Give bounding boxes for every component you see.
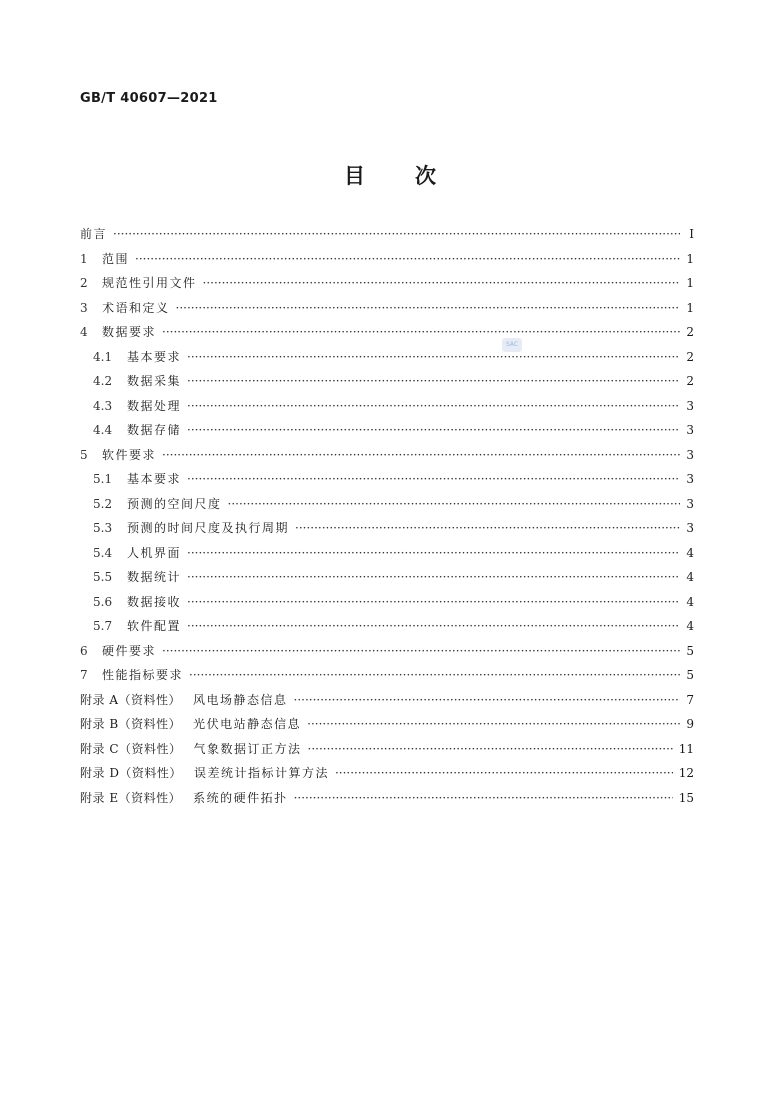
toc-entry-label: 范围 [102,251,130,266]
toc-leader-dots [187,399,680,413]
toc-entry-page: Ⅰ [689,227,694,241]
toc-entry[interactable] [80,348,694,373]
toc-entry-page: 3 [686,472,694,486]
toc-appendix-page: 11 [678,741,694,756]
toc-entry-label: 术语和定义 [102,300,170,315]
toc-entry-label: 人机界面 [127,545,182,560]
table-of-contents [80,225,694,813]
toc-entry[interactable] [80,225,694,250]
toc-leader-dots [113,227,680,241]
toc-appendix-page: 7 [686,692,694,707]
toc-entry[interactable] [80,470,694,495]
toc-appendix-entry[interactable] [80,740,694,765]
toc-appendix-prefix: 附录 E（资料性） [80,790,182,805]
toc-leader-dots [294,791,673,805]
toc-entry-label: 数据接收 [127,594,182,609]
toc-entry-page: 5 [686,668,694,682]
toc-entry-label: 预测的空间尺度 [127,496,222,511]
toc-leader-dots [335,766,673,780]
toc-entry-number: 5.4 [93,545,113,560]
toc-entry-page: 4 [686,570,694,584]
toc-appendix-entry[interactable] [80,715,694,740]
toc-entry[interactable] [80,274,694,299]
toc-leader-dots [187,472,680,486]
toc-entry-number: 7 [80,668,88,682]
toc-entry-page: 1 [686,300,694,315]
toc-entry-label: 硬件要求 [102,643,157,658]
toc-entry-number: 5.2 [93,496,113,511]
toc-entry-page: 3 [686,496,694,511]
toc-entry[interactable] [80,421,694,446]
toc-leader-dots [162,325,680,339]
toc-entry-label: 前言 [80,227,108,241]
toc-leader-dots [187,619,680,633]
toc-appendix-page: 15 [678,790,694,805]
toc-entry-number: 5.7 [93,619,113,633]
toc-appendix-entry[interactable] [80,691,694,716]
toc-entry-number: 3 [80,300,88,315]
toc-entry-label: 数据处理 [127,398,182,413]
toc-entry-number: 4.1 [93,349,113,364]
toc-leader-dots [294,693,681,707]
title-char-2: 次 [415,164,438,188]
toc-entry-label: 性能指标要求 [102,668,184,682]
toc-entry-number: 5.1 [93,472,113,486]
toc-leader-dots [135,252,680,266]
toc-appendix-prefix: 附录 A（资料性） [80,692,181,707]
toc-entry-label: 数据统计 [127,570,182,584]
toc-appendix-page: 12 [678,766,694,780]
toc-entry-number: 5.6 [93,594,113,609]
toc-appendix-entry[interactable] [80,764,694,789]
toc-appendix-label: 风电场静态信息 [192,692,288,707]
toc-entry[interactable] [80,299,694,324]
toc-leader-dots [187,595,680,609]
toc-entry[interactable] [80,544,694,569]
toc-entry-number: 4.2 [93,374,113,388]
toc-entry-number: 4.4 [93,423,113,437]
toc-entry-page: 4 [686,619,694,633]
toc-leader-dots [187,546,680,560]
toc-entry[interactable] [80,323,694,348]
toc-appendix-page: 9 [686,717,694,731]
toc-entry[interactable] [80,519,694,544]
toc-entry-number: 2 [80,276,88,290]
toc-leader-dots [308,742,673,756]
toc-entry[interactable] [80,642,694,667]
toc-entry-label: 软件要求 [102,447,157,462]
toc-leader-dots [307,717,680,731]
toc-leader-dots [162,448,680,462]
toc-entry-number: 5.3 [93,521,113,535]
toc-entry-page: 5 [686,643,694,658]
toc-appendix-label: 气象数据订正方法 [193,741,302,756]
toc-appendix-label: 系统的硬件拓扑 [193,790,288,805]
toc-leader-dots [187,570,680,584]
toc-entry-number: 5.5 [93,570,113,584]
toc-appendix-prefix: 附录 B（资料性） [80,717,182,731]
toc-leader-dots [228,497,680,511]
toc-appendix-label: 误差统计指标计算方法 [193,766,329,780]
toc-appendix-prefix: 附录 C（资料性） [80,741,182,756]
toc-leader-dots [203,276,680,290]
standard-code: GB/T 40607—2021 [80,91,218,106]
toc-leader-dots [187,374,680,388]
toc-appendix-prefix: 附录 D（资料性） [80,766,182,780]
page-title [0,160,782,190]
toc-entry[interactable] [80,372,694,397]
toc-entry-page: 3 [686,423,694,437]
toc-entry[interactable] [80,446,694,471]
toc-entry-page: 2 [686,374,694,388]
toc-entry[interactable] [80,593,694,618]
toc-leader-dots [189,668,680,682]
toc-entry[interactable] [80,666,694,691]
toc-entry-number: 6 [80,643,88,658]
toc-leader-dots [176,301,680,315]
toc-entry-label: 软件配置 [127,619,182,633]
toc-entry[interactable] [80,250,694,275]
toc-entry-page: 1 [686,251,694,266]
toc-entry-label: 规范性引用文件 [102,276,197,290]
toc-entry-label: 基本要求 [127,472,182,486]
toc-entry-number: 4.3 [93,398,113,413]
toc-entry-page: 1 [686,276,694,290]
toc-entry-page: 2 [686,349,694,364]
toc-entry-number: 5 [80,447,88,462]
toc-entry-label: 预测的时间尺度及执行周期 [127,521,290,535]
toc-entry-label: 数据采集 [127,374,182,388]
toc-entry-page: 4 [686,545,694,560]
toc-entry-page: 3 [686,398,694,413]
toc-entry-label: 数据存储 [127,423,182,437]
toc-leader-dots [295,521,680,535]
title-char-1: 目 [344,164,367,188]
sac-watermark-logo: SAC [502,338,522,352]
toc-entry-label: 数据要求 [102,325,157,339]
toc-leader-dots [187,350,680,364]
toc-appendix-entry[interactable] [80,789,694,814]
toc-entry-page: 4 [686,594,694,609]
toc-entry-page: 3 [686,521,694,535]
toc-entry-number: 1 [80,251,88,266]
toc-entry[interactable] [80,397,694,422]
toc-entry-page: 3 [686,447,694,462]
toc-leader-dots [187,423,680,437]
toc-entry[interactable] [80,568,694,593]
toc-entry[interactable] [80,495,694,520]
toc-entry-number: 4 [80,325,88,339]
toc-entry-page: 2 [686,325,694,339]
toc-entry[interactable] [80,617,694,642]
toc-appendix-label: 光伏电站静态信息 [193,717,302,731]
toc-leader-dots [162,644,680,658]
toc-entry-label: 基本要求 [127,349,182,364]
